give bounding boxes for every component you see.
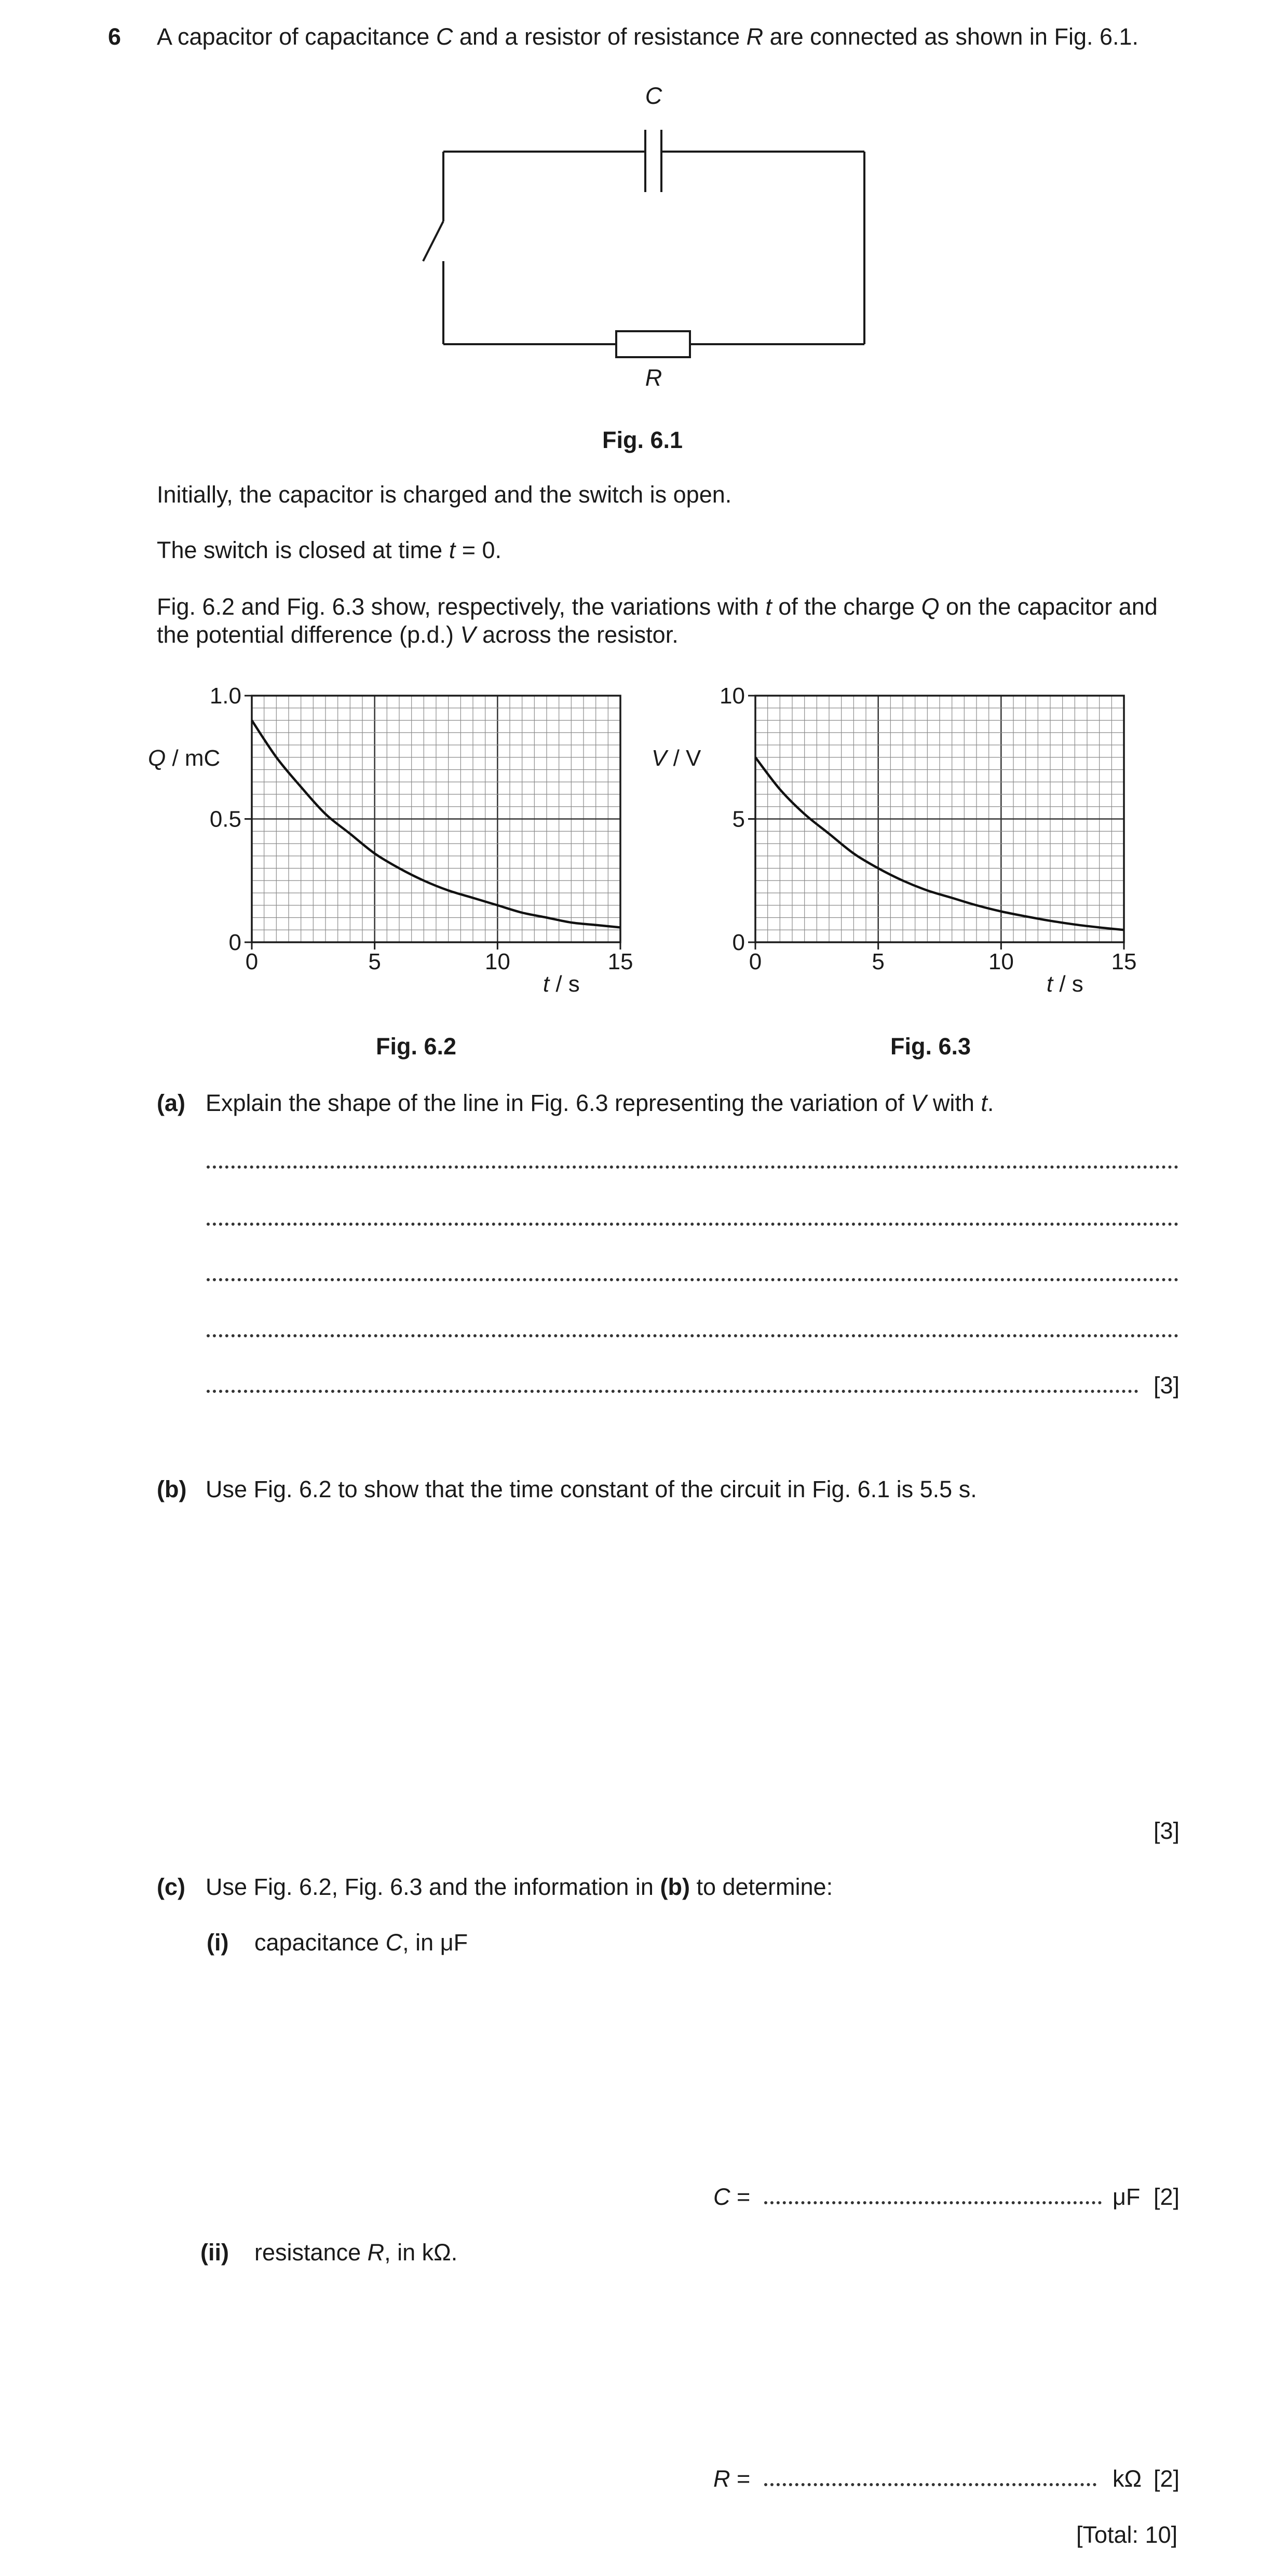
fig-6-3-chart	[644, 675, 1153, 1028]
part-c-question: Use Fig. 6.2, Fig. 6.3 and the information in (b) to determine:	[206, 1874, 833, 1900]
y-axis-label: Q / mC	[148, 745, 221, 771]
part-a-marks: [3]	[1154, 1372, 1180, 1399]
fig-6-2-caption: Fig. 6.2	[376, 1033, 457, 1060]
y-tick-label: 5	[732, 806, 745, 832]
part-c-i-marks: [2]	[1154, 2184, 1180, 2210]
answer-line-a-1[interactable]	[207, 1165, 1178, 1169]
chart-grid	[252, 696, 620, 942]
part-c-i-question: capacitance C, in μF	[254, 1929, 468, 1956]
capacitance-answer-field[interactable]	[764, 2201, 1102, 2204]
resistor-label: R	[645, 364, 662, 391]
y-tick-label: 0	[732, 930, 745, 955]
answer-line-a-5[interactable]	[207, 1390, 1138, 1393]
paragraph-initially: Initially, the capacitor is charged and the switch is open.	[157, 481, 732, 508]
y-tick-label: 1.0	[209, 683, 241, 709]
part-c-ii-question: resistance R, in kΩ.	[254, 2239, 458, 2266]
x-tick-label: 10	[988, 949, 1014, 974]
capacitor-label: C	[645, 83, 662, 109]
x-axis-label: t / s	[543, 971, 580, 997]
question-intro: A capacitor of capacitance C and a resistor of resistance R are connected as shown in Fig. 6.1.	[157, 23, 1139, 50]
question-number: 6	[108, 23, 121, 50]
x-tick-label: 0	[245, 949, 259, 974]
paragraph-fig-description: Fig. 6.2 and Fig. 6.3 show, respectively, the variations with t of the charge Q on the capacitor and the potential difference (p.d.) V across the resistor.	[157, 593, 1158, 648]
y-tick-label: 0.5	[209, 806, 241, 832]
y-tick-label: 0	[228, 930, 241, 955]
part-b-label: (b)	[157, 1476, 187, 1502]
fig-6-1-caption: Fig. 6.1	[602, 427, 683, 453]
y-axis-label: V / V	[652, 745, 701, 771]
part-c-ii-label: (ii)	[200, 2239, 229, 2266]
part-c-ii-marks: [2]	[1154, 2465, 1180, 2492]
resistor	[616, 331, 690, 357]
x-tick-label: 0	[749, 949, 762, 974]
fig-6-2-chart	[140, 675, 649, 1028]
paragraph-switch-closed: The switch is closed at time t = 0.	[157, 537, 502, 563]
capacitance-unit: μF	[1113, 2184, 1141, 2210]
switch-blade	[423, 221, 443, 261]
part-a-question: Explain the shape of the line in Fig. 6.3 representing the variation of V with t.	[206, 1090, 994, 1116]
x-axis-label: t / s	[1046, 971, 1083, 997]
part-a-label: (a)	[157, 1090, 185, 1116]
x-tick-label: 15	[607, 949, 633, 974]
part-b-question: Use Fig. 6.2 to show that the time constant of the circuit in Fig. 6.1 is 5.5 s.	[206, 1476, 977, 1502]
part-b-marks: [3]	[1154, 1818, 1180, 1844]
x-tick-label: 5	[368, 949, 381, 974]
answer-line-a-2[interactable]	[207, 1223, 1178, 1226]
part-c-i-label: (i)	[207, 1929, 229, 1956]
x-tick-label: 15	[1111, 949, 1137, 974]
resistance-answer-field[interactable]	[764, 2483, 1096, 2486]
x-tick-label: 5	[872, 949, 885, 974]
capacitance-answer-label: C =	[713, 2184, 751, 2210]
part-c-label: (c)	[157, 1874, 185, 1900]
fig-6-3-caption: Fig. 6.3	[890, 1033, 971, 1060]
resistance-unit: kΩ	[1113, 2465, 1142, 2492]
total-marks: [Total: 10]	[1076, 2521, 1178, 2548]
y-tick-label: 10	[720, 683, 745, 709]
answer-line-a-4[interactable]	[207, 1334, 1178, 1337]
answer-line-a-3[interactable]	[207, 1278, 1178, 1281]
circuit-diagram	[405, 73, 893, 395]
x-tick-label: 10	[484, 949, 510, 974]
resistance-answer-label: R =	[713, 2465, 751, 2492]
